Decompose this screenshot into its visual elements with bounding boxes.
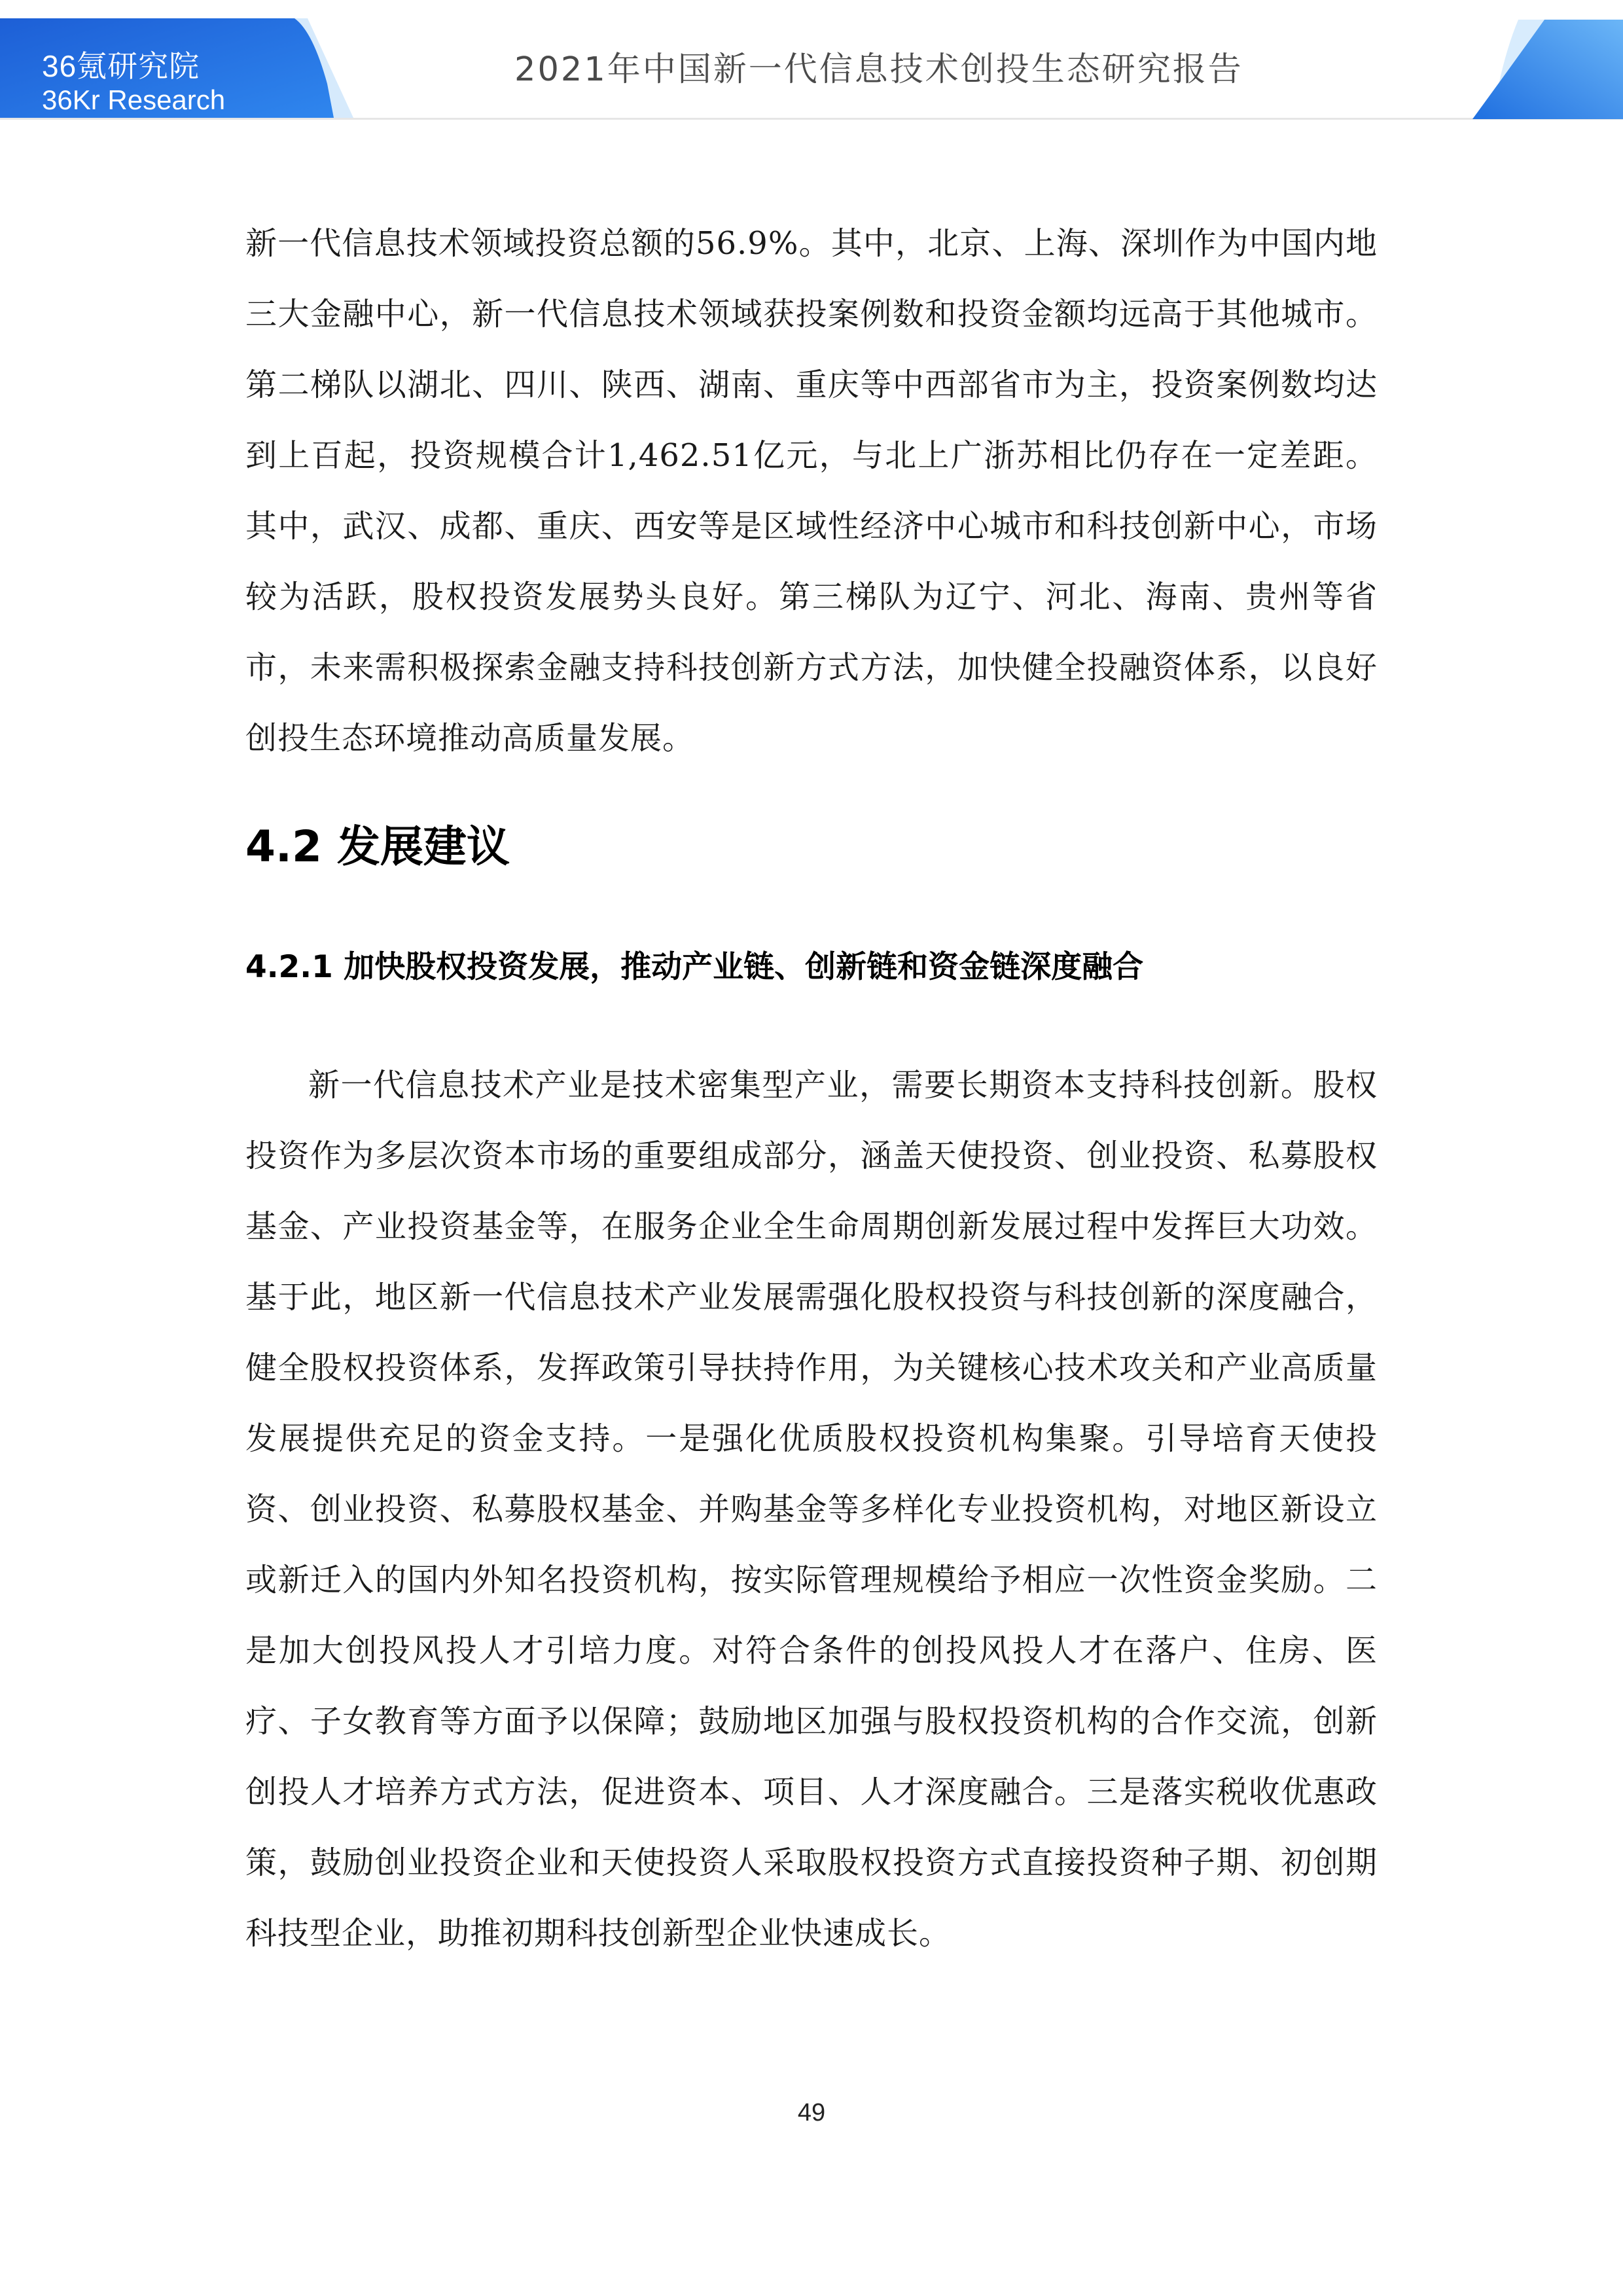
body-text-top bbox=[245, 208, 1378, 774]
intro-paragraph: 新一代信息技术领域投资总额的56.9%。其中，北京、上海、深圳作为中国内地三大金融中心，新一代信息技术领域获投案例数和投资金额均远高于其他城市。第二梯队以湖北、四川、陕西、湖南、重庆等中西部省市为主，投资案例数均达到上百起，投资规模合计1,462.51亿元，与北上广浙苏相比仍存在一定差距。其中，武汉、成都、重庆、西安等是区域性经济中心城市和科技创新中心，市场较为活跃，股权投资发展势头良好。第三梯队为辽宁、河北、海南、贵州等省市，未来需积极探索金融支持科技创新方式方法，加快健全投融资体系，以良好创投生态环境推动高质量发展。 bbox=[245, 225, 1378, 757]
subsection-heading: 4.2.1 加快股权投资发展，推动产业链、创新链和资金链深度融合 bbox=[245, 949, 1144, 985]
section-paragraph: 新一代信息技术产业是技术密集型产业，需要长期资本支持科技创新。股权投资作为多层次资本市场的重要组成部分，涵盖天使投资、创业投资、私募股权基金、产业投资基金等，在服务企业全生命周期创新发展过程中发挥巨大功效。基于此，地区新一代信息技术产业发展需强化股权投资与科技创新的深度融合，健全股权投资体系，发挥政策引导扶持作用，为关键核心技术攻关和产业高质量发展提供充足的资金支持。一是强化优质股权投资机构集聚。引导培育天使投资、创业投资、私募股权基金、并购基金等多样化专业投资机构，对地区新设立或新迁入的国内外知名投资机构，按实际管理规模给予相应一次性资金奖励。二是加大创投风投人才引培力度。对符合条件的创投风投人才在落户、住房、医疗、子女教育等方面予以保障；鼓励地区加强与股权投资机构的合作交流，创新创投人才培养方式方法，促进资本、项目、人才深度融合。三是落实税收优惠政策，鼓励创业投资企业和天使投资人采取股权投资方式直接投资种子期、初创期科技型企业，助推初期科技创新型企业快速成长。 bbox=[245, 1067, 1378, 1952]
brand-text bbox=[42, 48, 225, 117]
page-header bbox=[0, 0, 1623, 120]
brand-logo-badge bbox=[0, 18, 353, 118]
brand-name-chinese: 36氪研究院 bbox=[42, 49, 200, 83]
page-number: 49 bbox=[797, 2099, 826, 2126]
body-text-section bbox=[245, 1050, 1378, 1969]
corner-decoration bbox=[1472, 20, 1623, 119]
section-heading: 4.2 发展建议 bbox=[245, 821, 510, 872]
report-title: 2021年中国新一代信息技术创投生态研究报告 bbox=[514, 50, 1243, 89]
brand-name-english: 36Kr Research bbox=[42, 84, 226, 116]
